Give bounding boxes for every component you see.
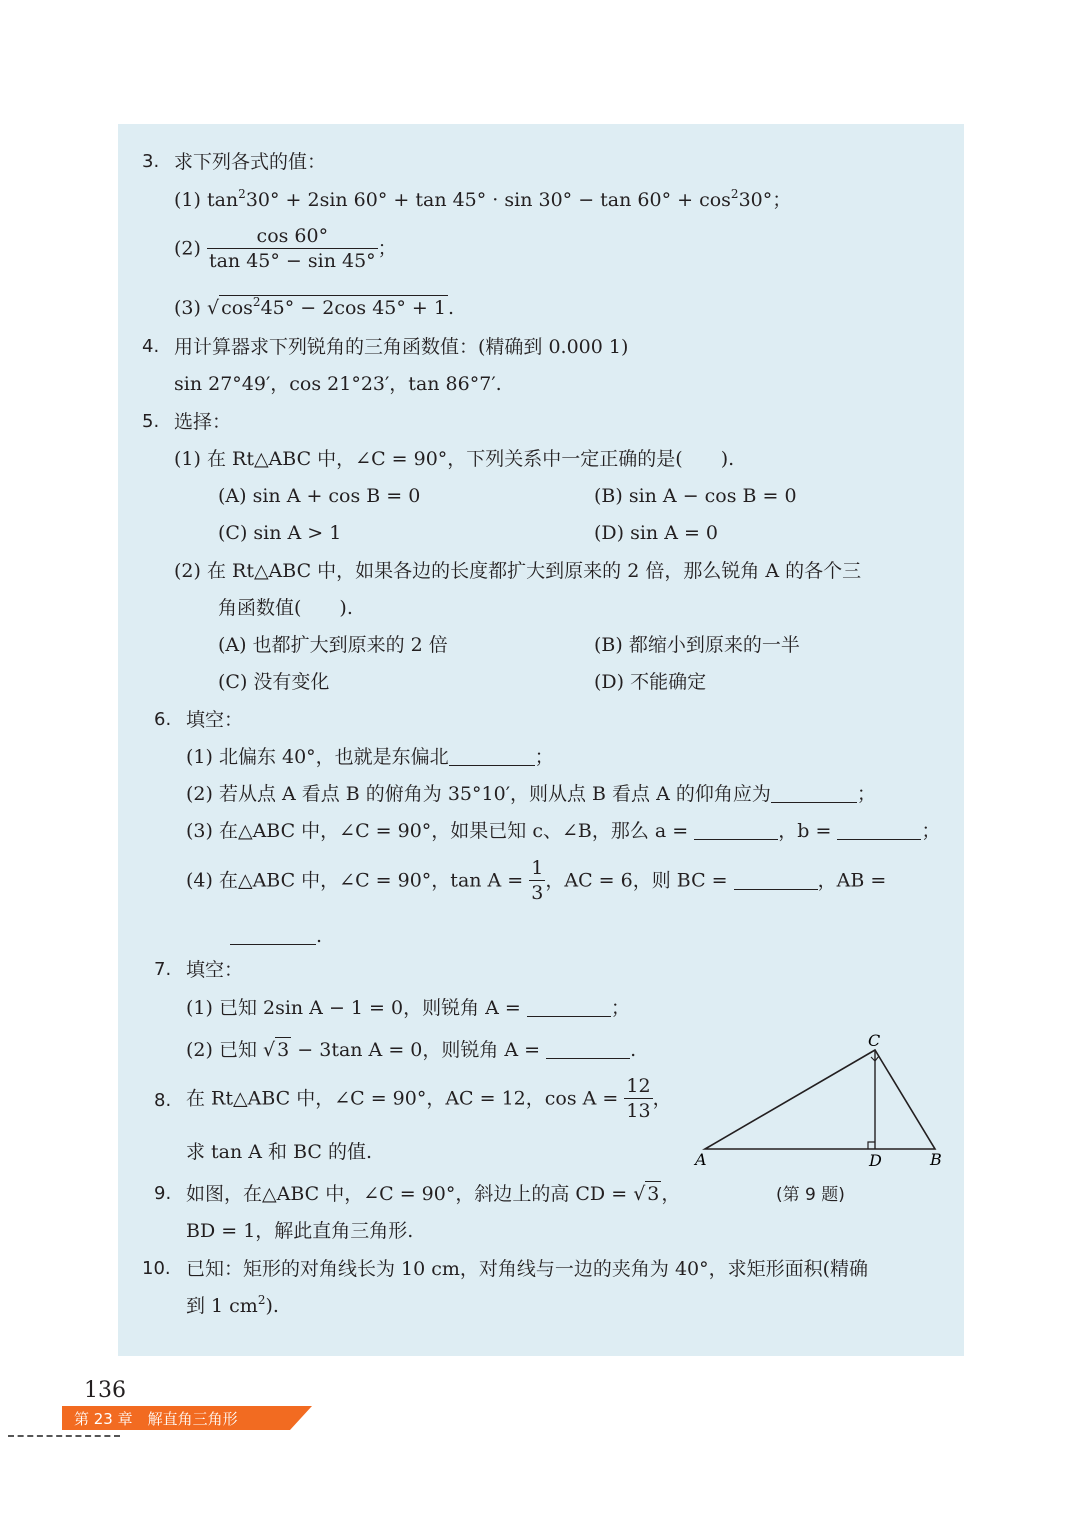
q3-p2-numerator: cos 60° — [207, 224, 378, 249]
q8-line2: 求 tan A 和 BC 的值. — [186, 1141, 373, 1163]
q9-radicand: 3 — [647, 1183, 660, 1205]
q10-number: 10. — [142, 1258, 171, 1279]
q7-p1-end: ； — [610, 997, 630, 1019]
q3-p1-c: 30°； — [738, 189, 792, 211]
q8-number: 8. — [154, 1090, 172, 1111]
q3-p3-b: 45° − 2cos 45° + 1 — [260, 297, 446, 319]
page-number: 136 — [84, 1378, 126, 1403]
q3-p2-denominator: tan 45° − sin 45° — [208, 250, 376, 272]
label-a: A — [695, 1150, 707, 1169]
q3-p2-fraction — [207, 224, 378, 273]
q6-p4-blank-b — [230, 926, 316, 945]
q6-p4-numerator: 1 — [531, 857, 544, 879]
q6-part2 — [186, 782, 876, 806]
q6-p2-end: ； — [856, 783, 876, 805]
q7-p2-b: − 3tan A = 0，则锐角 A = — [297, 1039, 541, 1061]
q4-title: 用计算器求下列锐角的三角函数值：(精确到 0.000 1) — [174, 336, 629, 358]
q5-p2-text2: 角函数值( ). — [218, 597, 353, 619]
q5-p1-text: 在 Rt△ABC 中，∠C = 90°，下列关系中一定正确的是( ). — [206, 448, 735, 470]
q7-p1-text: (1) 已知 2sin A − 1 = 0，则锐角 A = — [186, 997, 521, 1019]
q6-p4-end: . — [316, 925, 323, 947]
q9-line2: BD = 1，解此直角三角形. — [186, 1220, 414, 1242]
q7-p2-a: (2) 已知 — [186, 1039, 257, 1061]
q6-p2-blank — [771, 784, 857, 803]
q6-p1-text: (1) 北偏东 40°，也就是东偏北 — [186, 746, 449, 768]
q6-p1-end: ； — [534, 746, 554, 768]
q3-p2-end: ； — [377, 237, 397, 260]
label-b: B — [930, 1150, 942, 1169]
q3-p3-radicand — [219, 295, 448, 319]
q9-text — [186, 1182, 680, 1206]
q6-p4-blank-a — [734, 871, 818, 890]
q5-p2-option-b: (B) 都缩小到原来的一半 — [594, 634, 800, 656]
q5-p1-option-c: (C) sin A > 1 — [218, 522, 342, 544]
q3-p3-exp: 2 — [252, 295, 261, 309]
q7-p2-radicand: 3 — [277, 1039, 290, 1061]
q3-number: 3. — [142, 151, 160, 172]
q10-line2-a: 到 1 cm — [186, 1295, 258, 1317]
q7-p2-blank — [546, 1040, 630, 1059]
q3-title: 求下列各式的值： — [174, 151, 327, 173]
figure-caption: (第 9 题) — [776, 1185, 845, 1205]
q7-p1-blank — [527, 998, 611, 1017]
q3-part2 — [174, 224, 397, 273]
q3-p3-a: cos — [221, 297, 253, 319]
q8-text-main: 在 Rt△ABC 中，∠C = 90°，AC = 12，cos A = — [186, 1087, 619, 1110]
q3-p3-radical-sign: √ — [206, 297, 220, 319]
q6-p4-mid: ，AC = 6，则 BC = — [545, 869, 728, 892]
q8-numerator: 12 — [626, 1075, 651, 1097]
right-angle-mark-d — [868, 1142, 875, 1149]
triangle-figure — [690, 1030, 950, 1179]
q6-p2-text: (2) 若从点 A 看点 B 的俯角为 35°10′，则从点 B 看点 A 的仰角应为 — [186, 783, 771, 805]
q9-radical: √ — [633, 1183, 646, 1205]
q3-p1-exp1: 2 — [238, 187, 246, 201]
q5-p2-option-c: (C) 没有变化 — [218, 671, 330, 693]
q3-p3-label: (3) — [174, 297, 201, 319]
q7-number: 7. — [154, 959, 172, 980]
q6-p4-fraction — [529, 856, 545, 905]
q9-number: 9. — [154, 1183, 172, 1204]
q4-line2: sin 27°49′，cos 21°23′，tan 86°7′. — [174, 373, 502, 395]
q5-p2-text: 在 Rt△ABC 中，如果各边的长度都扩大到原来的 2 倍，那么锐角 A 的各个三 — [206, 560, 862, 582]
q7-title: 填空： — [186, 959, 244, 981]
q5-number: 5. — [142, 411, 160, 432]
q3-p1-b: 30° + 2sin 60° + tan 45° · sin 30° − tan 60° + cos — [245, 189, 731, 211]
q6-number: 6. — [154, 709, 172, 730]
q5-part1 — [174, 447, 734, 471]
q6-part1 — [186, 745, 554, 769]
q3-p3-end: . — [447, 297, 455, 319]
q6-p3-blank-b — [837, 821, 921, 840]
q8-text — [186, 1074, 672, 1123]
q4-number: 4. — [142, 336, 160, 357]
q5-title: 选择： — [174, 411, 232, 433]
label-d: D — [869, 1151, 882, 1170]
q8-fraction — [624, 1074, 652, 1123]
q9-text-end: ， — [661, 1183, 681, 1205]
q9-text-a: 如图，在△ABC 中，∠C = 90°，斜边上的高 CD = — [186, 1183, 628, 1205]
q3-part3 — [174, 296, 454, 320]
q6-p1-blank — [449, 747, 535, 766]
q10-line2-exp: 2 — [257, 1293, 266, 1307]
q6-p3-end: ； — [921, 820, 941, 842]
q6-part4-cont — [230, 924, 322, 948]
q6-p4-mid2: ，AB = — [817, 869, 887, 892]
q5-p2-label: (2) — [174, 560, 201, 582]
q6-p4-denominator: 3 — [531, 882, 544, 904]
q6-p3-mid: ，b = — [778, 820, 832, 842]
q6-title: 填空： — [186, 709, 244, 731]
q10-line2 — [186, 1294, 279, 1318]
q6-p4-text: (4) 在△ABC 中，∠C = 90°，tan A = — [186, 869, 524, 892]
q7-part2 — [186, 1038, 636, 1062]
q3-part1 — [174, 188, 791, 212]
q6-p3-text: (3) 在△ABC 中，∠C = 90°，如果已知 c、∠B，那么 a = — [186, 820, 689, 842]
q7-p2-radical: √ — [263, 1039, 276, 1061]
q3-p1-a: tan — [206, 189, 239, 211]
q3-p1-exp2: 2 — [730, 187, 739, 201]
chapter-title: 第 23 章 解直角三角形 — [74, 1410, 238, 1428]
footer-dash-divider — [8, 1435, 120, 1437]
triangle-diagram — [690, 1030, 950, 1175]
q3-p2-label: (2) — [174, 237, 201, 260]
q5-p2-option-a: (A) 也都扩大到原来的 2 倍 — [218, 634, 448, 656]
q5-p1-option-a: (A) sin A + cos B = 0 — [218, 485, 421, 507]
q6-p3-blank-a — [694, 821, 778, 840]
q3-p1-label: (1) — [174, 189, 201, 211]
q5-p2-option-d: (D) 不能确定 — [594, 671, 707, 693]
q10-line2-b: ). — [265, 1295, 279, 1317]
q7-part1 — [186, 996, 630, 1020]
q5-part2 — [174, 559, 861, 583]
q5-p1-option-b: (B) sin A − cos B = 0 — [594, 485, 797, 507]
q8-end: ， — [652, 1087, 672, 1110]
q10-text: 已知：矩形的对角线长为 10 cm，对角线与一边的夹角为 40°，求矩形面积(精确 — [186, 1258, 869, 1280]
q6-part3 — [186, 819, 940, 843]
triangle-abc — [705, 1050, 935, 1149]
q5-p1-label: (1) — [174, 448, 201, 470]
q7-p2-end: . — [630, 1039, 637, 1061]
q5-p1-option-d: (D) sin A = 0 — [594, 522, 719, 544]
q6-part4 — [186, 856, 886, 905]
label-c: C — [868, 1031, 881, 1050]
q8-denominator: 13 — [626, 1100, 651, 1122]
